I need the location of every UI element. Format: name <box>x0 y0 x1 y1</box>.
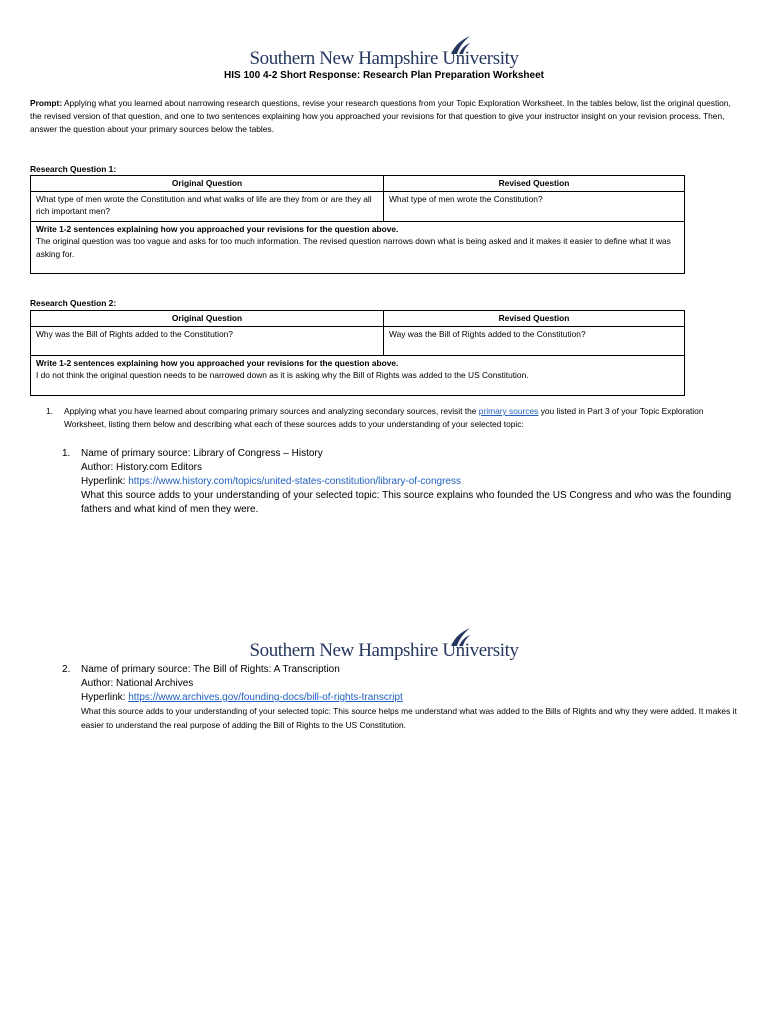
col-revised-question: Revised Question <box>384 176 685 192</box>
flame-icon <box>449 35 471 55</box>
hyperlink-label: Hyperlink: <box>81 692 129 703</box>
original-question-cell: What type of men wrote the Constitution and what walks of life are they from or are they all rich important men? <box>31 191 384 221</box>
explanation-heading: Write 1-2 sentences explaining how you approached your revisions for the question above. <box>36 223 399 234</box>
source-adds-text: What this source adds to your understanding of your selected topic: This source helps me understand what was added to the Bills of Rights and why they were added. It makes it easier to understand the real purpose of adding the Bill of Rights to the US Constitution. <box>81 706 737 730</box>
research-question-2-label: Research Question 2: <box>30 298 117 308</box>
revision-explanation-cell <box>31 355 685 395</box>
explanation-text: I do not think the original question needs to be narrowed down as it is asking why the Bill of Rights was added to the US Constitution. <box>36 370 529 380</box>
explanation-heading: Write 1-2 sentences explaining how you approached your revisions for the question above. <box>36 357 399 368</box>
prompt-paragraph <box>30 97 740 136</box>
instruction-text-after: you listed in Part 3 of your Topic Exploration Worksheet, listing them below and describing what each of these sources adds to your understanding of your selected topic: <box>64 406 704 429</box>
university-logo <box>0 30 768 70</box>
source-adds-text: What this source adds to your understanding of your selected topic: This source explains who founded the US Congress and who was the founding fathers and what kind of men they were. <box>81 490 732 515</box>
primary-sources-link[interactable]: primary sources <box>478 406 539 416</box>
original-question-cell: Why was the Bill of Rights added to the Constitution? <box>31 326 384 355</box>
source-author: Author: National Archives <box>81 678 194 689</box>
document-title: HIS 100 4-2 Short Response: Research Plan Preparation Worksheet <box>224 70 544 81</box>
research-question-2-table <box>30 310 685 396</box>
primary-source-item <box>62 663 742 733</box>
source-number: 1. <box>62 448 71 459</box>
col-revised-question: Revised Question <box>384 311 685 327</box>
research-question-1-table <box>30 175 685 274</box>
flame-icon <box>449 627 471 647</box>
col-original-question: Original Question <box>31 311 384 327</box>
revision-explanation-cell <box>31 221 685 273</box>
revised-question-cell: Way was the Bill of Rights added to the Constitution? <box>384 326 685 355</box>
logo-text: Southern New Hampshire University <box>249 48 519 69</box>
source-number: 2. <box>62 664 71 675</box>
hyperlink-label: Hyperlink: <box>81 476 129 487</box>
prompt-label: Prompt: <box>30 98 63 108</box>
col-original-question: Original Question <box>31 176 384 192</box>
source-hyperlink[interactable]: https://www.archives.gov/founding-docs/bill-of-rights-transcript <box>128 692 403 703</box>
source-hyperlink[interactable]: https://www.history.com/topics/united-states-constitution/library-of-congress <box>128 476 461 487</box>
prompt-text: Applying what you learned about narrowing research questions, revise your research questions from your Topic Exploration Worksheet. In the tables below, list the original question, the revised version of that question, and one to two sentences explaining how you approached your revisions for that question to give your instructor insight on your revision process. Then, answer the question about your primary sources below the tables. <box>30 98 731 134</box>
source-name: Name of primary source: Library of Congress – History <box>81 448 323 459</box>
research-question-1-label: Research Question 1: <box>30 164 117 174</box>
revised-question-cell: What type of men wrote the Constitution? <box>384 191 685 221</box>
list-number: 1. <box>46 406 53 416</box>
primary-source-item <box>62 447 742 517</box>
university-logo <box>0 622 768 662</box>
primary-sources-instruction <box>30 405 740 430</box>
logo-text: Southern New Hampshire University <box>249 640 519 661</box>
source-author: Author: History.com Editors <box>81 462 202 473</box>
source-name: Name of primary source: The Bill of Rights: A Transcription <box>81 664 340 675</box>
explanation-text: The original question was too vague and asks for too much information. The revised question narrows down what is being asked and it makes it easier to define what it was asking for. <box>36 236 671 259</box>
instruction-text-before: Applying what you have learned about comparing primary sources and analyzing secondary sources, revisit the <box>64 406 479 416</box>
